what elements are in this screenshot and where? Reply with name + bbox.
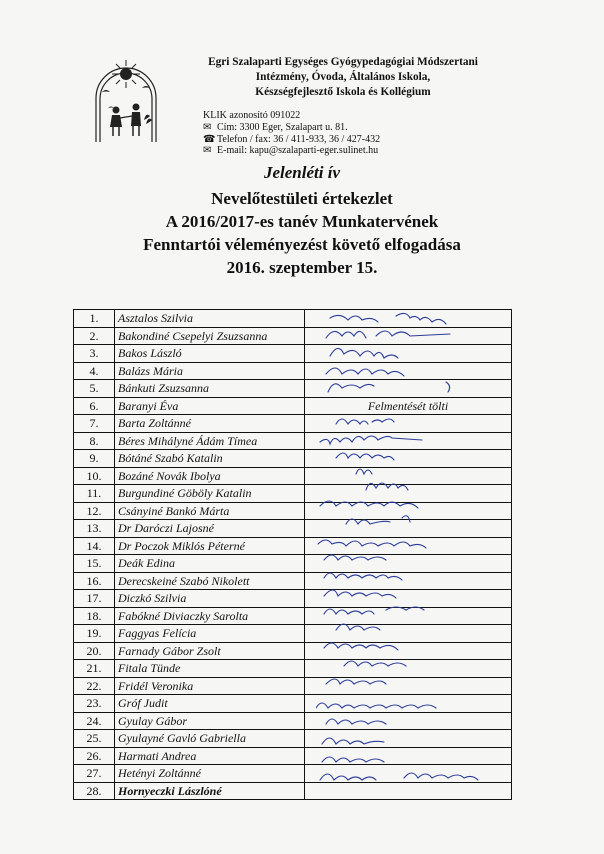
row-number: 23.: [74, 695, 115, 713]
signature-cell: [305, 642, 512, 660]
attendee-name: Burgundiné Göböly Katalin: [115, 485, 305, 503]
table-row: [74, 397, 512, 415]
attendee-name: Faggyas Felícia: [115, 625, 305, 643]
email-text: E-mail: kapu@szalaparti-eger.sulinet.hu: [217, 145, 379, 157]
signature-cell: [305, 450, 512, 468]
attendee-name: Bozáné Novák Ibolya: [115, 467, 305, 485]
table-row: [74, 520, 512, 538]
address-text: Cím: 3300 Eger, Szalapart u. 81.: [217, 121, 348, 133]
school-logo: [86, 58, 166, 142]
signature-cell: [305, 555, 512, 573]
row-number: 3.: [74, 345, 115, 363]
attendee-name: Hornyeczki Lászlóné: [115, 782, 305, 800]
row-number: 24.: [74, 712, 115, 730]
table-row: [74, 660, 512, 678]
table-row: [74, 590, 512, 608]
row-number: 2.: [74, 327, 115, 345]
row-number: 9.: [74, 450, 115, 468]
table-row: [74, 380, 512, 398]
attendee-name: Fabókné Diviaczky Sarolta: [115, 607, 305, 625]
attendee-name: Gyulayné Gavló Gabriella: [115, 730, 305, 748]
signature-cell: [305, 432, 512, 450]
signature-cell: [305, 467, 512, 485]
table-row: [74, 467, 512, 485]
table-row: [74, 502, 512, 520]
signature-cell: [305, 380, 512, 398]
signature-cell: [305, 747, 512, 765]
table-row: [74, 485, 512, 503]
attendee-name: Hetényi Zoltánné: [115, 765, 305, 783]
signature-cell: [305, 730, 512, 748]
attendee-name: Fridél Veronika: [115, 677, 305, 695]
attendee-name: Dr Poczok Miklós Péterné: [115, 537, 305, 555]
row-number: 25.: [74, 730, 115, 748]
table-row: [74, 572, 512, 590]
table-row: [74, 607, 512, 625]
signature-cell: [305, 485, 512, 503]
table-row: [74, 695, 512, 713]
row-number: 8.: [74, 432, 115, 450]
signature-cell: [305, 310, 512, 328]
attendee-name: Deák Edina: [115, 555, 305, 573]
row-number: 13.: [74, 520, 115, 538]
signature-cell: [305, 415, 512, 433]
attendance-table: [73, 309, 512, 800]
klik-id: KLIK azonosító 091022: [203, 110, 301, 121]
phone-text: Telefon / fax: 36 / 411-933, 36 / 427-432: [217, 133, 381, 145]
signature-cell: [305, 397, 512, 415]
table-row: [74, 345, 512, 363]
attendee-name: Harmati Andrea: [115, 747, 305, 765]
signature-cell: [305, 520, 512, 538]
signature-cell: [305, 765, 512, 783]
signature-cell: [305, 502, 512, 520]
signature-cell: [305, 695, 512, 713]
row-number: 21.: [74, 660, 115, 678]
signature-cell: [305, 327, 512, 345]
attendee-name: Béres Mihályné Ádám Tímea: [115, 432, 305, 450]
row-number: 18.: [74, 607, 115, 625]
document-title: Jelenléti ív: [263, 163, 340, 182]
subject-line-2: Fenntartói véleményezést követő elfogadása: [143, 235, 461, 254]
table-row: [74, 415, 512, 433]
exemption-note: Felmentését tölti: [367, 398, 449, 413]
attendee-name: Csányiné Bankó Márta: [115, 502, 305, 520]
attendee-name: Diczkó Szilvia: [115, 590, 305, 608]
attendee-name: Fitala Tünde: [115, 660, 305, 678]
table-row: [74, 310, 512, 328]
table-row: [74, 642, 512, 660]
institution-name: [178, 55, 508, 100]
institution-line-3: Készségfejlesztő Iskola és Kollégium: [255, 86, 431, 98]
row-number: 19.: [74, 625, 115, 643]
row-number: 16.: [74, 572, 115, 590]
table-row: [74, 677, 512, 695]
signature-cell: [305, 625, 512, 643]
attendee-name: Asztalos Szilvia: [115, 310, 305, 328]
row-number: 4.: [74, 362, 115, 380]
contact-block: [203, 110, 380, 157]
table-row: [74, 327, 512, 345]
attendee-name: Gróf Judit: [115, 695, 305, 713]
row-number: 7.: [74, 415, 115, 433]
meeting-name: Nevelőtestületi értekezlet: [211, 189, 393, 208]
row-number: 28.: [74, 782, 115, 800]
signature-cell: [305, 572, 512, 590]
phone-icon: ☎: [203, 133, 216, 145]
attendee-name: Bánkuti Zsuzsanna: [115, 380, 305, 398]
table-row: [74, 747, 512, 765]
attendee-name: Barta Zoltánné: [115, 415, 305, 433]
row-number: 14.: [74, 537, 115, 555]
attendee-name: Baranyi Éva: [115, 397, 305, 415]
table-row: [74, 765, 512, 783]
row-number: 11.: [74, 485, 115, 503]
institution-line-1: Egri Szalaparti Egységes Gyógypedagógiai Módszertani: [208, 56, 478, 68]
row-number: 5.: [74, 380, 115, 398]
signature-cell: [305, 677, 512, 695]
attendee-name: Balázs Mária: [115, 362, 305, 380]
table-row: [74, 450, 512, 468]
attendee-name: Derecskeiné Szabó Nikolett: [115, 572, 305, 590]
row-number: 27.: [74, 765, 115, 783]
row-number: 20.: [74, 642, 115, 660]
table-row: [74, 782, 512, 800]
attendee-name: Bótáné Szabó Katalin: [115, 450, 305, 468]
row-number: 12.: [74, 502, 115, 520]
attendee-name: Dr Daróczi Lajosné: [115, 520, 305, 538]
signature-cell: [305, 345, 512, 363]
attendee-name: Farnady Gábor Zsolt: [115, 642, 305, 660]
row-number: 15.: [74, 555, 115, 573]
table-row: [74, 362, 512, 380]
row-number: 17.: [74, 590, 115, 608]
mail-icon: ✉: [203, 145, 212, 157]
table-row: [74, 432, 512, 450]
row-number: 6.: [74, 397, 115, 415]
table-row: [74, 712, 512, 730]
row-number: 1.: [74, 310, 115, 328]
signature-cell: [305, 362, 512, 380]
subject-line-1: A 2016/2017-es tanév Munkatervének: [165, 212, 439, 231]
signature-cell: [305, 782, 512, 800]
table-row: [74, 625, 512, 643]
institution-line-2: Intézmény, Óvoda, Általános Iskola,: [255, 71, 431, 83]
row-number: 22.: [74, 677, 115, 695]
table-row: [74, 730, 512, 748]
attendee-name: Bakos László: [115, 345, 305, 363]
attendee-name: Bakondiné Csepelyi Zsuzsanna: [115, 327, 305, 345]
row-number: 26.: [74, 747, 115, 765]
signature-cell: [305, 660, 512, 678]
table-row: [74, 555, 512, 573]
attendee-name: Gyulay Gábor: [115, 712, 305, 730]
signature-cell: [305, 712, 512, 730]
row-number: 10.: [74, 467, 115, 485]
signature-cell: [305, 607, 512, 625]
meeting-date: 2016. szeptember 15.: [226, 258, 378, 277]
signature-cell: [305, 537, 512, 555]
envelope-icon: ✉: [203, 121, 212, 133]
signature-cell: [305, 590, 512, 608]
table-row: [74, 537, 512, 555]
